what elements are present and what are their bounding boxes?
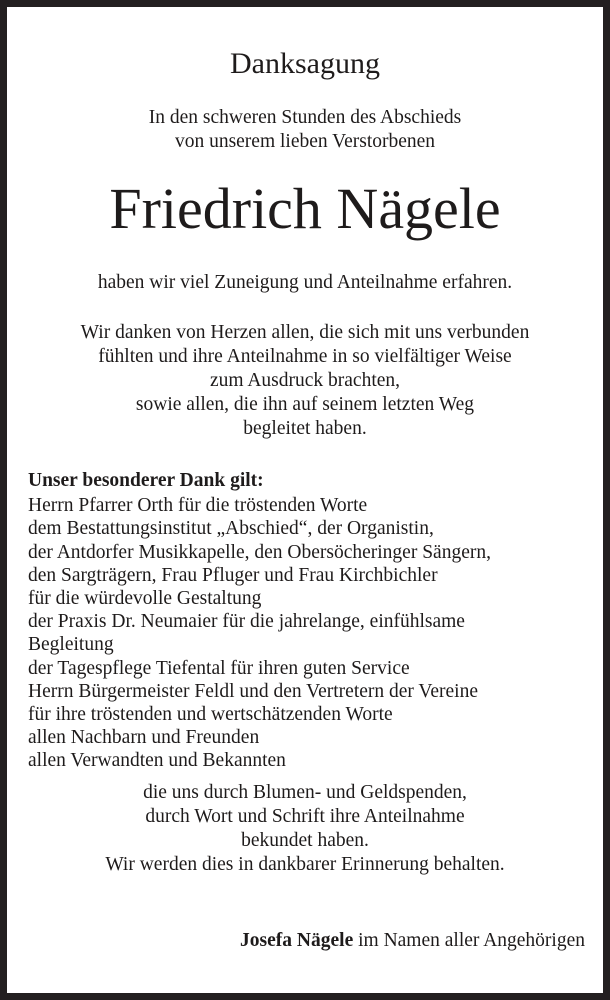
special-thanks-line: der Antdorfer Musikkapelle, den Obersöcheringer Sängern, (28, 541, 491, 563)
special-thanks-line: für die würdevolle Gestaltung (28, 588, 262, 610)
closing-paragraph (7, 781, 603, 877)
closing-line: Wir werden dies in dankbarer Erinnerung behalten. (105, 854, 505, 875)
special-thanks-line: für ihre tröstenden und wertschätzenden Worte (28, 704, 393, 726)
intro-text (7, 106, 603, 154)
notice-title: Danksagung (230, 47, 380, 80)
signature-rest: im Namen aller Angehörigen (353, 930, 585, 951)
intro-line: von unserem lieben Verstorbenen (174, 131, 436, 152)
closing-line: die uns durch Blumen- und Geldspenden, (143, 782, 467, 803)
special-thanks-line: der Tagespflege Tiefental für ihren guten Service (28, 657, 410, 679)
special-thanks-line: Begleitung (28, 634, 114, 656)
thanks-line: begleitet haben. (243, 418, 367, 439)
special-thanks-line: dem Bestattungsinstitut „Abschied“, der Organistin, (28, 518, 434, 540)
special-thanks-line: den Sargträgern, Frau Pfluger und Frau Kirchbichler (28, 564, 438, 586)
intro-line: In den schweren Stunden des Abschieds (148, 107, 462, 128)
thanks-line: sowie allen, die ihn auf seinem letzten Weg (135, 394, 475, 415)
special-thanks-line: Herrn Pfarrer Orth für die tröstenden Worte (28, 495, 368, 517)
special-thanks-heading: Unser besonderer Dank gilt: (28, 470, 264, 491)
special-thanks-line: Herrn Bürgermeister Feldl und den Vertretern der Vereine (28, 680, 478, 702)
thanks-line: zum Ausdruck brachten, (209, 370, 401, 391)
thanks-paragraph (7, 321, 603, 441)
closing-line: durch Wort und Schrift ihre Anteilnahme (145, 806, 465, 827)
experienced-text: haben wir viel Zuneigung und Anteilnahme erfahren. (97, 272, 513, 293)
special-thanks-line: allen Nachbarn und Freunden (28, 727, 260, 749)
special-thanks-line: allen Verwandten und Bekannten (28, 750, 286, 772)
signer-name: Josefa Nägele (240, 930, 354, 951)
closing-line: bekundet haben. (241, 830, 369, 851)
special-thanks (28, 469, 603, 773)
deceased-name: Friedrich Nägele (109, 176, 501, 241)
special-thanks-line: der Praxis Dr. Neumaier für die jahrelange, einfühlsame (28, 611, 465, 633)
thanks-line: Wir danken von Herzen allen, die sich mit uns verbunden (80, 322, 530, 343)
thanks-line: fühlten und ihre Anteilnahme in so vielfältiger Weise (98, 346, 512, 367)
signature (240, 929, 585, 953)
